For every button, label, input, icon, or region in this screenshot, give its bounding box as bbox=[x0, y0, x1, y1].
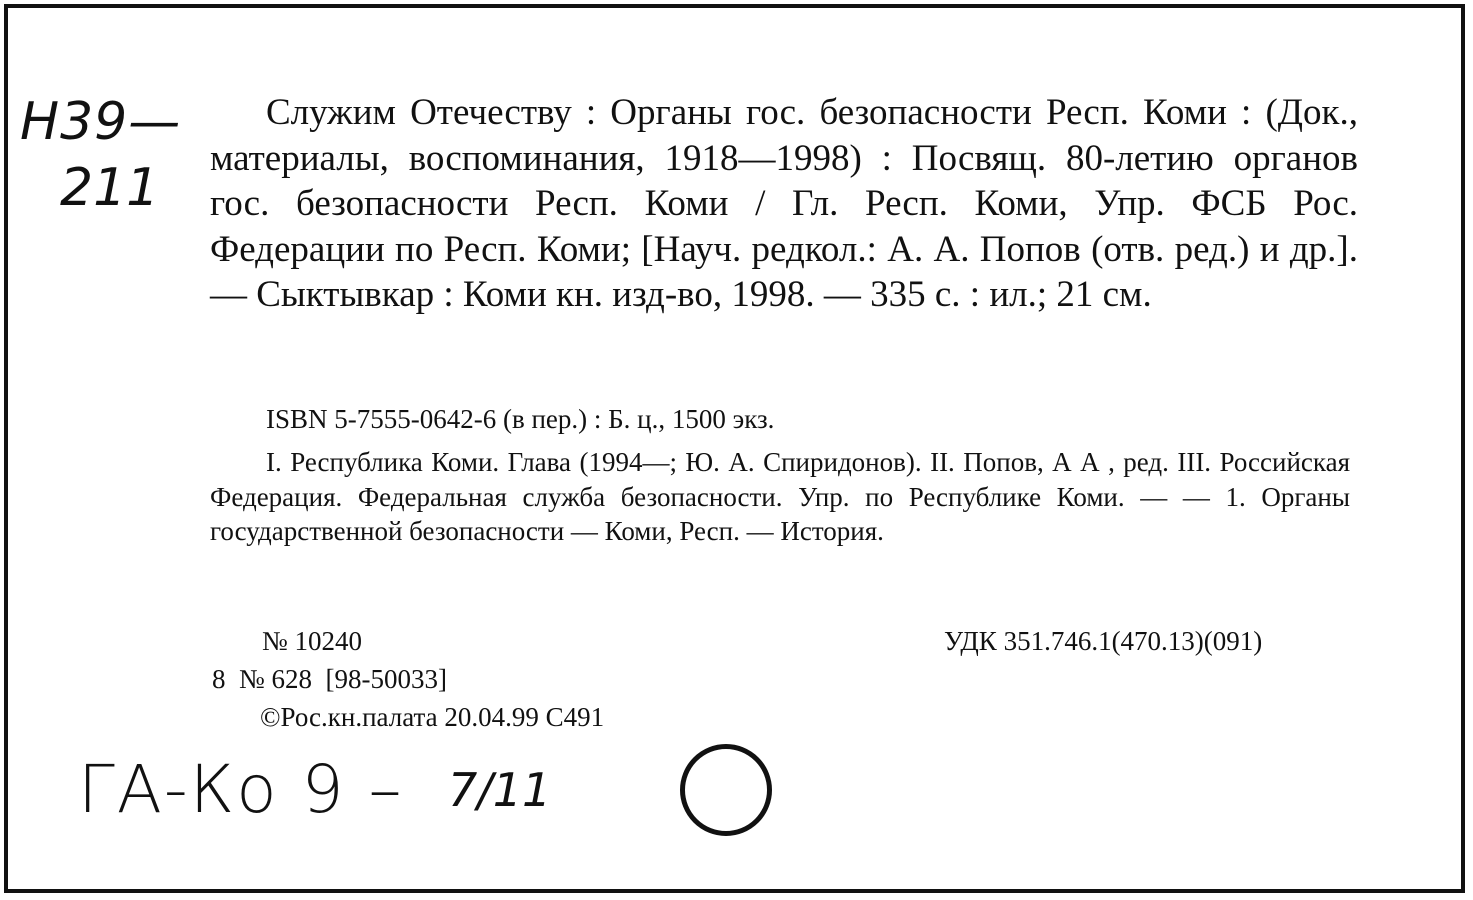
registration-number: 8 № 628 [98-50033] bbox=[212, 664, 447, 694]
udc-code: УДК 351.746.1(470.13)(091) bbox=[944, 626, 1263, 656]
card-number: № 10240 bbox=[262, 626, 363, 656]
handwritten-archive-code: ГА-Ко 9 – bbox=[78, 751, 404, 828]
catalog-card bbox=[4, 4, 1465, 893]
punch-hole-circle bbox=[680, 744, 772, 836]
main-entry: Служим Отечеству : Органы гос. безопасности Респ. Коми : (Док., материалы, воспоминания, 1918—1998) : Посвящ. 80-летию органов гос. безопасности Респ. Коми / Гл. Респ. Коми, Упр. ФСБ Рос. Федерации по Респ. Коми; [Науч. редкол.: А. А. Попов (отв. ред.) и др.]. — Сыктывкар : Коми кн. изд-во, 1998. — 335 с. : ил.; 21 см. bbox=[210, 92, 1358, 315]
copyright-line: ©Рос.кн.палата 20.04.99 С491 bbox=[260, 702, 605, 732]
isbn-line: ISBN 5-7555-0642-6 (в пер.) : Б. ц., 1500 экз. bbox=[266, 404, 775, 434]
handwritten-fraction: 7/11 bbox=[448, 763, 552, 817]
shelfmark-line-2: 211 bbox=[60, 158, 160, 218]
handwritten-shelfmark bbox=[20, 94, 210, 244]
shelfmark-line-1: Н39— bbox=[20, 92, 182, 152]
subject-headings: I. Республика Коми. Глава (1994—; Ю. А. Спиридонов). II. Попов, А А , ред. III. Российская Федерация. Федеральная служба безопасности. Упр. по Республике Коми. — — 1. Органы государственной безопасности — Коми, Респ. — История. bbox=[210, 447, 1350, 546]
